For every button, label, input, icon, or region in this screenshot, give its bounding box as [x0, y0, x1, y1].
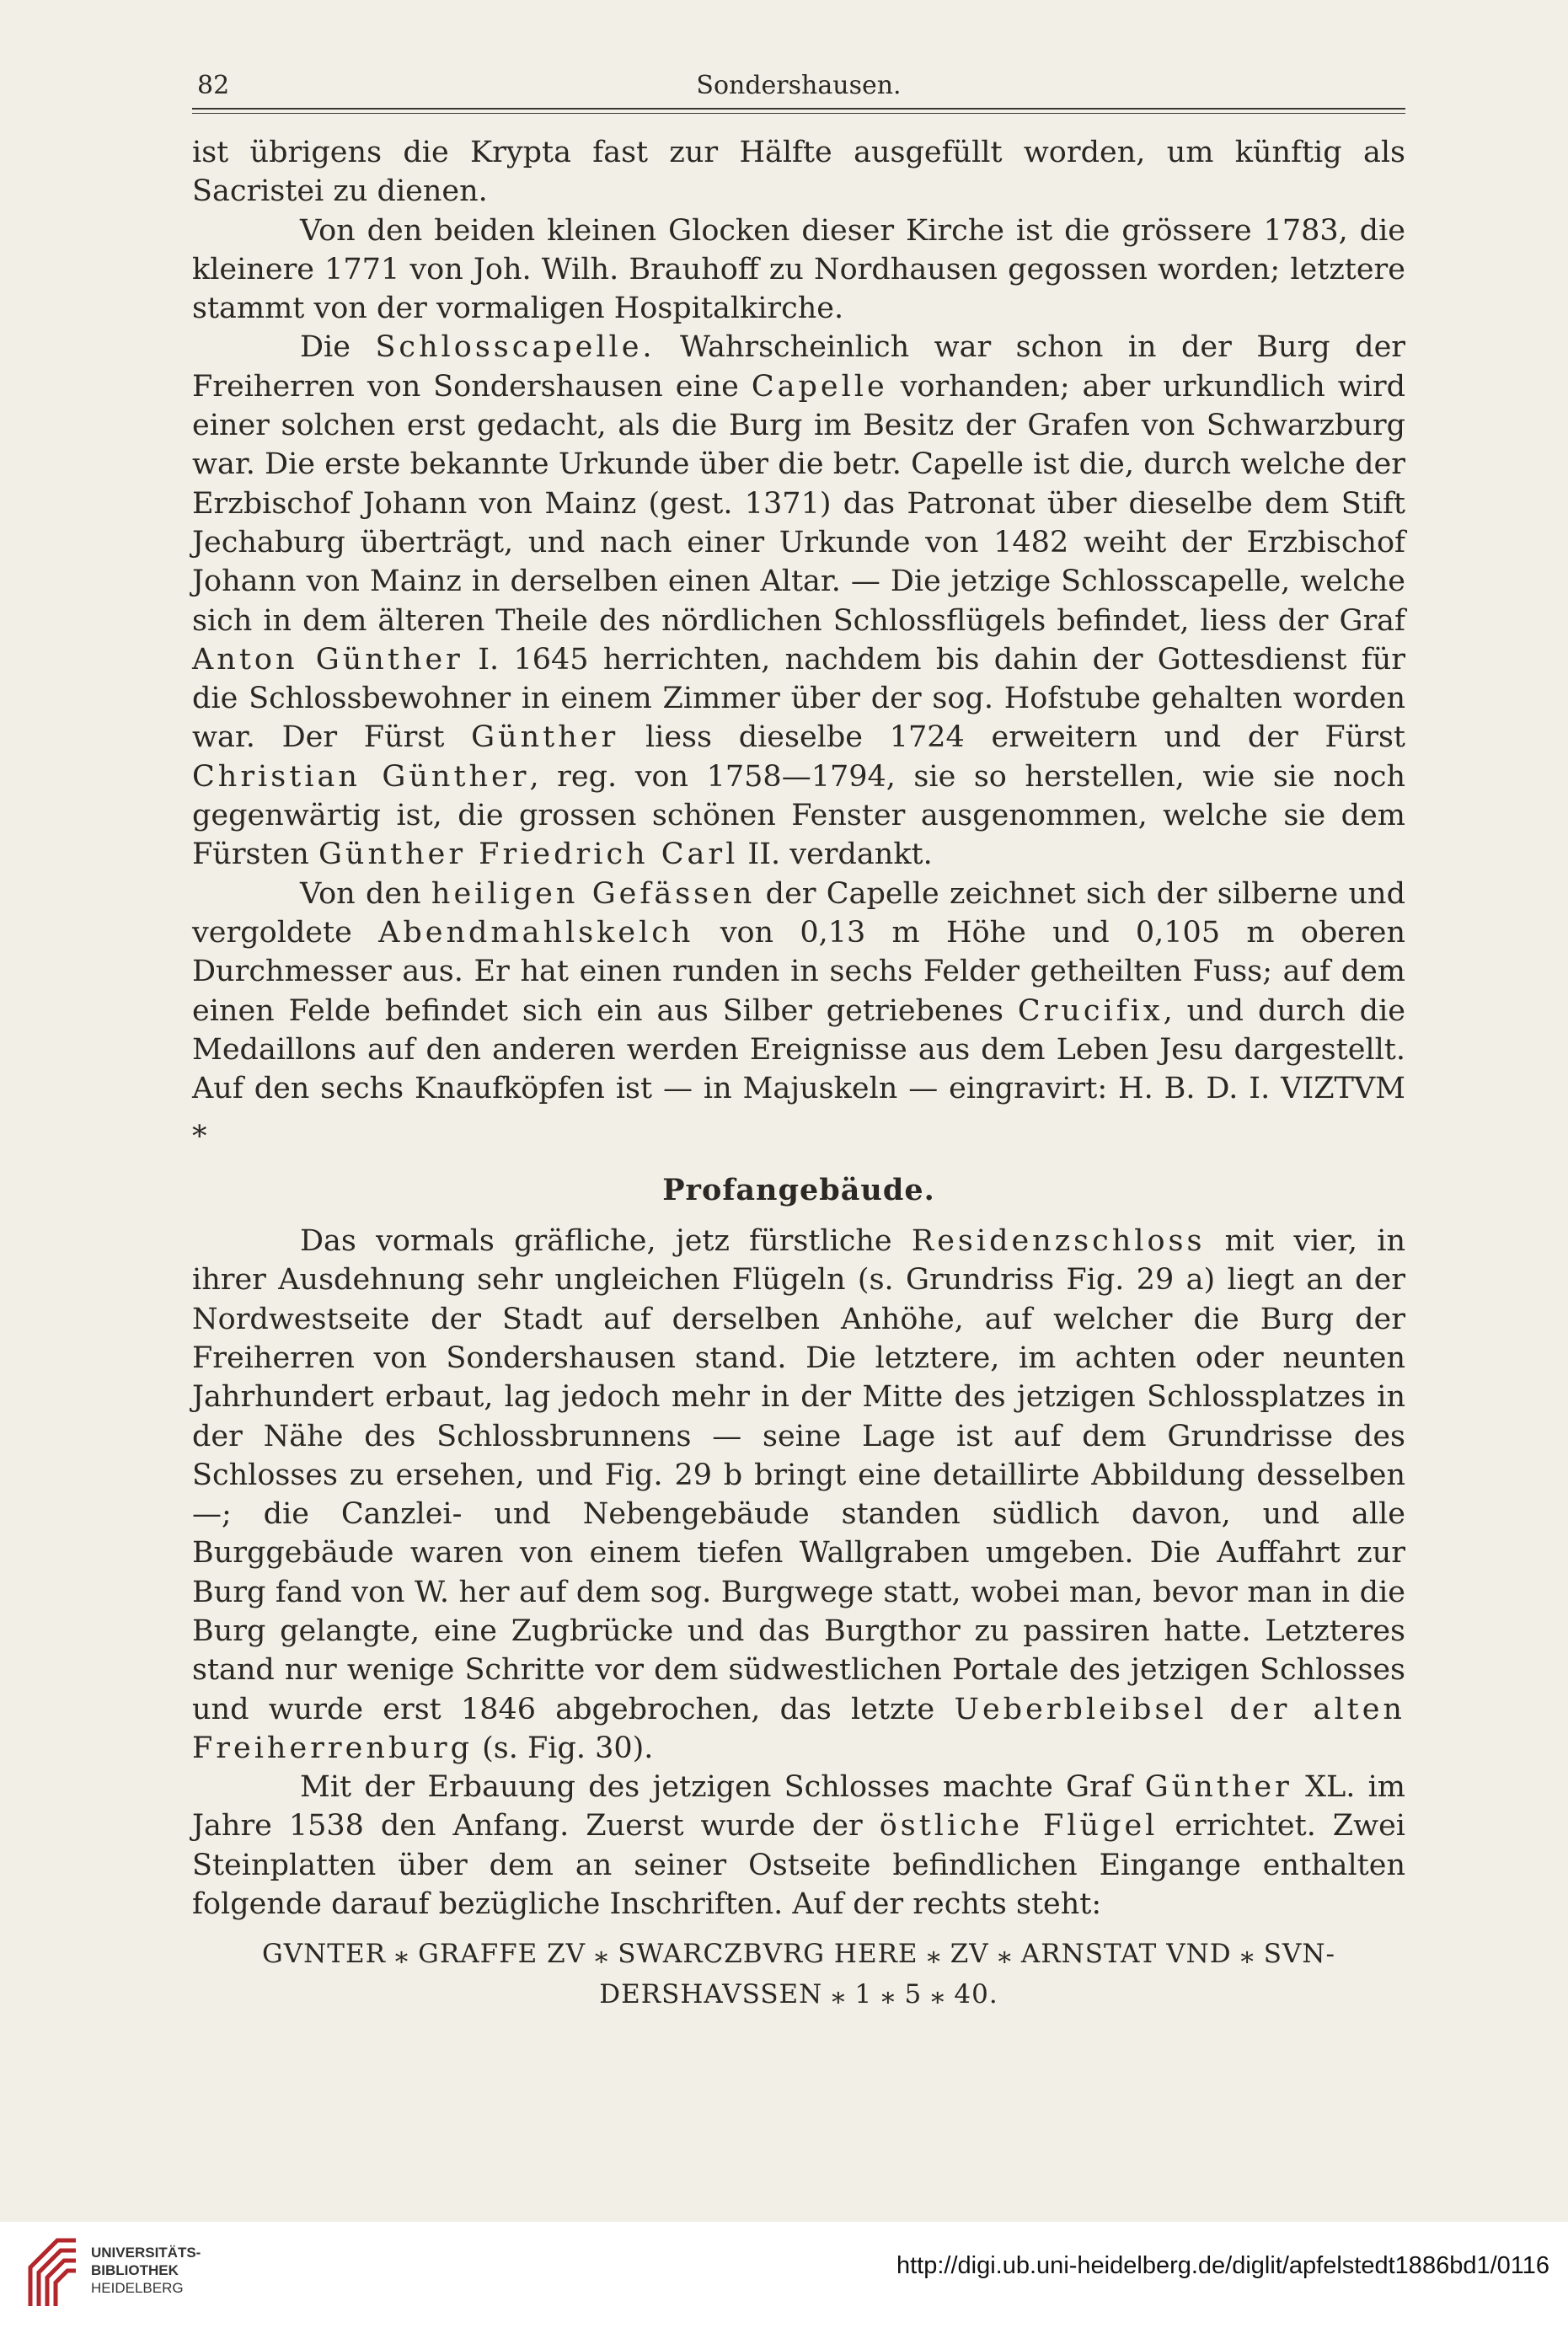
- paragraph-1: ist übrigens die Krypta fast zur Hälfte ausgefüllt worden, um künftig als Sacristei zu dienen.: [192, 136, 1405, 209]
- paragraph-6: [192, 1768, 1405, 1924]
- text-run: vorhanden; aber urkundlich wird einer solchen erst gedacht, als die Burg im Besitz der Grafen von Schwarzburg war. Die erste bekannte Urkunde über die betr. Capelle ist die, durch welche der Erzbischof Johann von Mainz (gest. 1371) das Patronat über dieselbe dem Stift Jechaburg überträgt, und nach einer Urkunde von 1482 weiht der Erzbischof Johann von Mainz in derselben einen Altar. — Die jetzige Schlosscapelle, welche sich in dem älteren Theile des nördlichen Schlossflügels befindet, liess der Graf: [192, 369, 1405, 638]
- digitization-footer: [0, 2222, 1568, 2328]
- library-line-2: BIBLIOTHEK: [91, 2262, 179, 2278]
- ub-heidelberg-logo-icon: [24, 2234, 83, 2311]
- spaced-term: Anton Günther: [192, 642, 463, 677]
- text-run: , und durch die Medaillons auf den anderen werden Ereignisse aus dem Leben Jesu dargestellt. Auf den sechs Knaufköpfen ist — in Majuskeln — eingravirt: H. B. D. I. VIZTVM ⁎: [192, 993, 1405, 1145]
- library-line-3: HEIDELBERG: [91, 2280, 184, 2296]
- page-number: 82: [197, 71, 230, 100]
- header-rule-thick: [192, 108, 1405, 110]
- spaced-term: Günther: [1144, 1770, 1292, 1805]
- text-run: errichtet. Zwei Steinplatten über dem an seiner Ostseite befindlichen Eingange enthalten folgende darauf bezügliche Inschriften. Auf der rechts steht:: [192, 1809, 1405, 1922]
- spaced-term: Ueberbleibsel der alten Freiherrenburg: [192, 1692, 1405, 1765]
- spaced-term: Schlosscapelle.: [375, 330, 656, 365]
- spaced-term: Abendmahlskelch: [378, 915, 694, 950]
- section-heading: Profangebäude.: [662, 1172, 935, 1207]
- page-header: [192, 71, 1405, 113]
- spaced-term: östliche Flügel: [879, 1809, 1159, 1844]
- inscription-line-1: GVNTER ⁎ GRAFFE ZV ⁎ SWARCZBVRG HERE ⁎ ZV ⁎ ARNSTAT VND ⁎ SVN-: [262, 1939, 1335, 1970]
- spaced-term: heiligen Gefässen: [431, 876, 756, 911]
- page-body: [192, 133, 1405, 2015]
- spaced-term: Christian Günther: [192, 759, 530, 794]
- inscription: [192, 1934, 1405, 2015]
- text-run: Von den: [300, 876, 431, 911]
- spaced-term: Günther: [471, 720, 619, 755]
- text-run: , reg. von 1758—1794, sie so herstellen, wie sie noch gegenwärtig ist, die grossen schönen Fenster ausgenommen, welche sie dem Fürsten: [192, 759, 1405, 872]
- text-run: Das vormals gräfliche, jetz fürstliche: [300, 1224, 912, 1259]
- text-run: mit vier, in ihrer Ausdehnung sehr ungleichen Flügeln (s. Grundriss Fig. 29 a) liegt an der Nordwestseite der Stadt auf derselben Anhöhe, auf welcher die Burg der Freiherren von Sondershausen stand. Die letztere, im achten oder neunten Jahrhundert erbaut, lag jedoch mehr in der Mitte des jetzigen Schlossplatzes in der Nähe des Schlossbrunnens — seine Lage ist auf dem Grundrisse des Schlosses zu ersehen, und Fig. 29 b bringt eine detaillirte Abbildung desselben —; die Canzlei- und Nebengebäude standen südlich davon, und alle Burggebäude waren von einem tiefen Wallgraben umgeben. Die Auffahrt zur Burg fand von W. her auf dem sog. Burgwege statt, wobei man, bevor man in die Burg gelangte, eine Zugbrücke und das Burgthor zu passiren hatte. Letzteres stand nur wenige Schritte vor dem südwestlichen Portale des jetzigen Schlosses und wurde erst 1846 abgebrochen, das letzte: [192, 1224, 1405, 1726]
- spaced-term: Residenzschloss: [911, 1224, 1206, 1259]
- text-run: XL. im Jahre 1538 den Anfang. Zuerst wurde der: [192, 1770, 1405, 1844]
- paragraph-4: [192, 875, 1405, 1148]
- spaced-term: Capelle: [751, 369, 888, 404]
- text-run: Wahrscheinlich war schon in der Burg der Freiherren von Sondershausen eine: [192, 330, 1406, 404]
- spaced-term: Crucifix: [1017, 993, 1164, 1028]
- text-run: (s. Fig. 30).: [472, 1731, 654, 1765]
- text-run: Die: [300, 330, 376, 365]
- library-line-1: UNIVERSITÄTS-: [91, 2245, 201, 2261]
- text-run: der Capelle zeichnet sich der silberne und vergoldete: [192, 876, 1405, 950]
- header-rule-thin: [192, 113, 1405, 114]
- text-run: liess dieselbe 1724 erweitern und der Fürst: [618, 720, 1405, 755]
- text-run: I. 1645 herrichten, nachdem bis dahin der Gottesdienst für die Schlossbewohner in einem Zimmer über der sog. Hofstube gehalten worden war. Der Fürst: [192, 642, 1405, 755]
- running-title: Sondershausen.: [696, 71, 902, 100]
- text-run: II. verdankt.: [738, 838, 933, 872]
- paragraph-5: [192, 1222, 1405, 1768]
- paragraph-2: Von den beiden kleinen Glocken dieser Kirche ist die grössere 1783, die kleinere 1771 von Joh. Wilh. Brauhoff zu Nordhausen gegossen worden; letztere stammt von der vormaligen Hospitalkirche.: [192, 213, 1405, 326]
- paragraph-3: [192, 328, 1405, 874]
- permalink-url[interactable]: http://digi.ub.uni-heidelberg.de/diglit/apfelstedt1886bd1/0116: [896, 2252, 1549, 2279]
- spaced-term: Günther Friedrich Carl: [318, 838, 739, 872]
- text-run: von 0,13 m Höhe und 0,105 m oberen Durchmesser aus. Er hat einen runden in sechs Felder getheilten Fuss; auf dem einen Felde befindet sich ein aus Silber getriebenes: [192, 915, 1405, 1028]
- inscription-line-2: DERSHAVSSEN ⁎ 1 ⁎ 5 ⁎ 40.: [599, 1979, 998, 2010]
- library-name: [91, 2244, 201, 2297]
- text-run: Mit der Erbauung des jetzigen Schlosses machte Graf: [300, 1770, 1145, 1805]
